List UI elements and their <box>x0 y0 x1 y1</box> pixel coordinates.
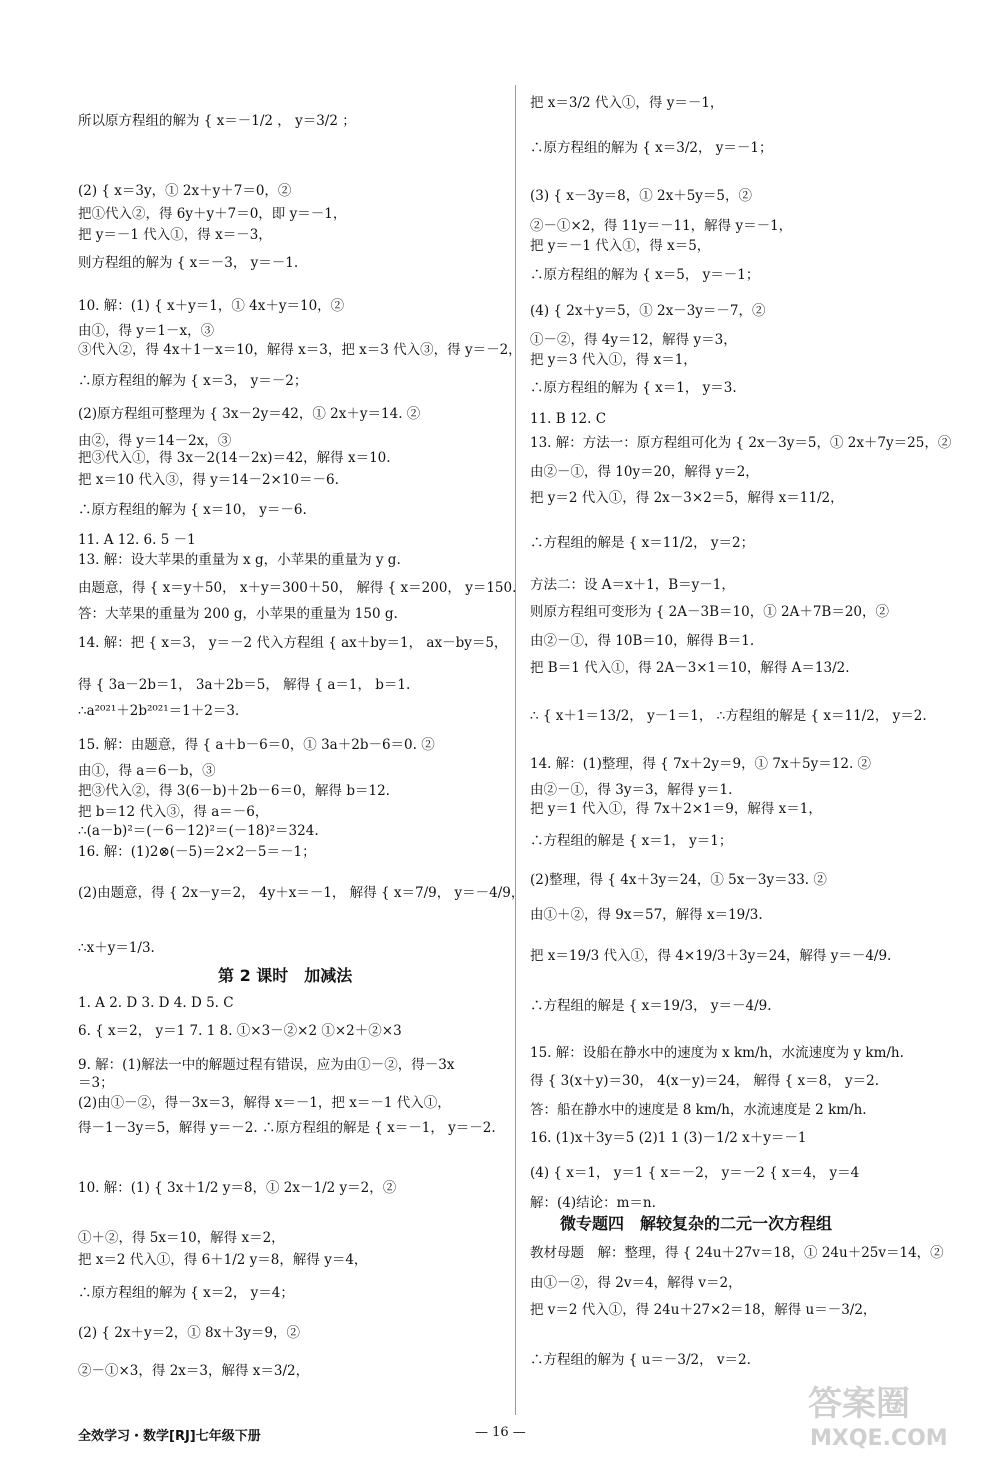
answer-line: ∴a²⁰²¹＋2b²⁰²¹＝1＋2＝3. <box>78 703 240 719</box>
answer-line: 答：船在静水中的速度是 8 km/h，水流速度是 2 km/h. <box>530 1102 867 1118</box>
answer-line: (2)原方程组可整理为 { 3x－2y＝42，① 2x＋y＝14. ② <box>78 406 421 422</box>
answer-line: 把 x＝19/3 代入①，得 4×19/3＋3y＝24，解得 y＝－4/9. <box>530 948 892 964</box>
answer-line: 14. 解：把 { x＝3， y＝－2 代入方程组 { ax＋by＝1， ax－by＝5， <box>78 635 508 651</box>
answer-line: (2)整理，得 { 4x＋3y＝24，① 5x－3y＝33. ② <box>530 872 827 888</box>
answer-line: ∴方程组的解是 { x＝11/2， y＝2； <box>530 535 755 551</box>
answer-line: 把 y＝3 代入①，得 x＝1， <box>530 352 697 368</box>
answer-line: 所以原方程组的解为 { x＝－1/2 ， y＝3/2 ； <box>78 113 356 129</box>
answer-line: 14. 解：(1)整理，得 { 7x＋2y＝9，① 7x＋5y＝12. ② <box>530 756 872 772</box>
answer-line: 10. 解：(1) { x＋y＝1，① 4x＋y＝10，② <box>78 298 345 314</box>
answer-line: ＝3； <box>78 1075 114 1091</box>
section-title: 微专题四 解较复杂的二元一次方程组 <box>560 1214 833 1233</box>
answer-line: 16. (1)x＋3y＝5 (2)1 1 (3)－1/2 x＋y＝－1 <box>530 1130 807 1146</box>
answer-line: 16. 解：(1)2⊗(－5)＝2×2－5＝－1； <box>78 844 316 860</box>
watermark-bottom: MXQE.COM <box>810 1426 948 1451</box>
answer-line: ∴原方程组的解为 { x＝5， y＝－1； <box>530 267 760 283</box>
answer-line: 解：(4)结论：m＝n. <box>530 1195 656 1211</box>
answer-line: ①－②，得 4y＝12，解得 y＝3， <box>530 332 737 348</box>
answer-line: 11. A 12. 6. 5 －1 <box>78 532 196 548</box>
answer-line: ∴(a－b)²＝(－6－12)²＝(－18)²＝324. <box>78 823 319 839</box>
answer-line: 把 x＝10 代入③，得 y＝14－2×10＝－6. <box>78 472 339 488</box>
answer-line: 把 b＝12 代入③，得 a＝－6， <box>78 804 269 820</box>
answer-line: (3) { x－3y＝8，① 2x＋5y＝5，② <box>530 188 753 204</box>
answer-line: 由①，得 y＝1－x，③ <box>78 323 215 339</box>
answer-line: 把③代入①，得 3x－2(14－2x)＝42，解得 x＝10. <box>78 450 391 466</box>
answer-line: ②－①×2，得 11y＝－11，解得 y＝－1， <box>530 218 793 234</box>
answer-line: 方法二：设 A＝x＋1，B＝y－1， <box>530 577 735 593</box>
answer-line: 13. 解：设大苹果的重量为 x g，小苹果的重量为 y g. <box>78 552 401 568</box>
answer-line: 把 x＝3/2 代入①，得 y＝－1， <box>530 95 724 111</box>
answer-line: 由②，得 y＝14－2x，③ <box>78 433 232 449</box>
answer-line: (2)由①－②，得－3x＝3，解得 x＝－1，把 x＝－1 代入①， <box>78 1095 451 1111</box>
answer-line: 把 y＝1 代入①，得 7x＋2×1＝9，解得 x＝1， <box>530 801 822 817</box>
answer-line: ∴x＋y＝1/3. <box>78 940 155 956</box>
answer-line: 由②－①，得 10B＝10，解得 B＝1. <box>530 633 755 649</box>
watermark-top: 答案圈 <box>808 1384 910 1424</box>
answer-line: 把 v＝2 代入①，得 24u＋27×2＝18，解得 u＝－3/2， <box>530 1302 877 1318</box>
answer-line: 把①代入②，得 6y＋y＋7＝0，即 y＝－1， <box>78 206 347 222</box>
answer-line: 11. B 12. C <box>530 411 607 427</box>
answer-line: (2) { 2x＋y＝2，① 8x＋3y＝9，② <box>78 1325 301 1341</box>
answer-line: 由题意，得 { x＝y＋50， x＋y＝300＋50， 解得 { x＝200， y＝150. <box>78 580 517 596</box>
answer-line: ∴原方程组的解为 { x＝2， y＝4； <box>78 1285 294 1301</box>
answer-line: (2)由题意，得 { 2x－y＝2， 4y＋x＝－1， 解得 { x＝7/9， y＝－4/9， <box>78 885 525 901</box>
answer-line: 由①－②，得 2v＝4，解得 v＝2， <box>530 1275 742 1291</box>
answer-line: 10. 解：(1) { 3x＋1/2 y＝8，① 2x－1/2 y＝2，② <box>78 1180 397 1196</box>
answer-line: 得 { 3(x＋y)＝30， 4(x－y)＝24， 解得 { x＝8， y＝2. <box>530 1073 880 1089</box>
answer-line: (2) { x＝3y，① 2x＋y＋7＝0，② <box>78 183 292 199</box>
answer-line: 由②－①，得 10y＝20，解得 y＝2， <box>530 464 759 480</box>
answer-line: 把 y＝2 代入①，得 2x－3×2＝5，解得 x＝11/2， <box>530 490 844 506</box>
answer-line: 把 y＝－1 代入①，得 x＝5， <box>530 238 711 254</box>
answer-line: 9. 解：(1)解法一中的解题过程有错误，应为由①－②，得－3x <box>78 1057 455 1073</box>
answer-line: 由①，得 a＝6－b，③ <box>78 763 216 779</box>
section-title: 第 2 课时 加减法 <box>218 966 353 985</box>
answer-line: ∴原方程组的解为 { x＝1， y＝3. <box>530 380 737 396</box>
answer-line: ∴方程组的解是 { x＝1， y＝1； <box>530 833 733 849</box>
answer-line: ∴方程组的解为 { u＝－3/2， v＝2. <box>530 1352 751 1368</box>
answer-line: ②－①×3，得 2x＝3，解得 x＝3/2， <box>78 1363 310 1379</box>
answer-line: 1. A 2. D 3. D 4. D 5. C <box>78 995 234 1011</box>
answer-line: ①＋②，得 5x＝10，解得 x＝2， <box>78 1230 285 1246</box>
answer-line: 把 y＝－1 代入①，得 x＝－3， <box>78 227 272 243</box>
page-number: — 16 — <box>475 1425 526 1440</box>
answer-line: ∴ { x＋1＝13/2， y－1＝1， ∴方程组的解是 { x＝11/2， y＝2. <box>530 708 927 724</box>
answer-line: (4) { x＝1， y＝1 { x＝－2， y＝－2 { x＝4， y＝4 <box>530 1165 860 1181</box>
answer-line: 得－1－3y＝5，解得 y＝－2. ∴原方程组的解是 { x＝－1， y＝－2. <box>78 1120 496 1136</box>
answer-line: 15. 解：由题意，得 { a＋b－6＝0，① 3a＋2b－6＝0. ② <box>78 737 435 753</box>
answer-line: 把 B＝1 代入①，得 2A－3×1＝10，解得 A＝13/2. <box>530 660 850 676</box>
answer-line: 则方程组的解为 { x＝－3， y＝－1. <box>78 255 299 271</box>
answer-line: 把 x＝2 代入①，得 6＋1/2 y＝8，解得 y＝4， <box>78 1252 368 1268</box>
answer-line: 则原方程组可变形为 { 2A－3B＝10，① 2A＋7B＝20，② <box>530 604 890 620</box>
answer-line: 由①＋②，得 9x＝57，解得 x＝19/3. <box>530 907 763 923</box>
answer-line: 6. { x＝2， y＝1 7. 1 8. ①×3－②×2 ①×2＋②×3 <box>78 1023 402 1039</box>
answer-line: 得 { 3a－2b＝1， 3a＋2b＝5， 解得 { a＝1， b＝1. <box>78 677 411 693</box>
answer-line: 答：大苹果的重量为 200 g，小苹果的重量为 150 g. <box>78 606 398 622</box>
answer-line: ∴方程组的解是 { x＝19/3， y＝－4/9. <box>530 998 772 1014</box>
answer-line: ∴原方程组的解为 { x＝10， y＝－6. <box>78 502 307 518</box>
answer-line: (4) { 2x＋y＝5，① 2x－3y＝－7，② <box>530 303 766 319</box>
column-divider <box>515 85 516 1415</box>
answer-line: ∴原方程组的解为 { x＝3/2， y＝－1； <box>530 140 773 156</box>
answer-line: 把③代入②，得 3(6－b)＋2b－6＝0，解得 b＝12. <box>78 783 390 799</box>
answer-line: ③代入②，得 4x＋1－x＝10，解得 x＝3，把 x＝3 代入③，得 y＝－2， <box>78 342 522 358</box>
answer-line: 教材母题 解：整理，得 { 24u＋27v＝18，① 24u＋25v＝14，② <box>530 1245 944 1261</box>
answer-line: 由②－①，得 3y＝3，解得 y＝1. <box>530 782 733 798</box>
answer-line: ∴原方程组的解为 { x＝3， y＝－2； <box>78 373 308 389</box>
footer-book-title: 全效学习・数学[RJ]七年级下册 <box>78 1429 261 1444</box>
watermark-logo <box>800 1377 960 1452</box>
answer-line: 13. 解：方法一：原方程组可化为 { 2x－3y＝5，① 2x＋7y＝25，② <box>530 435 952 451</box>
answer-line: 15. 解：设船在静水中的速度为 x km/h，水流速度为 y km/h. <box>530 1045 904 1061</box>
